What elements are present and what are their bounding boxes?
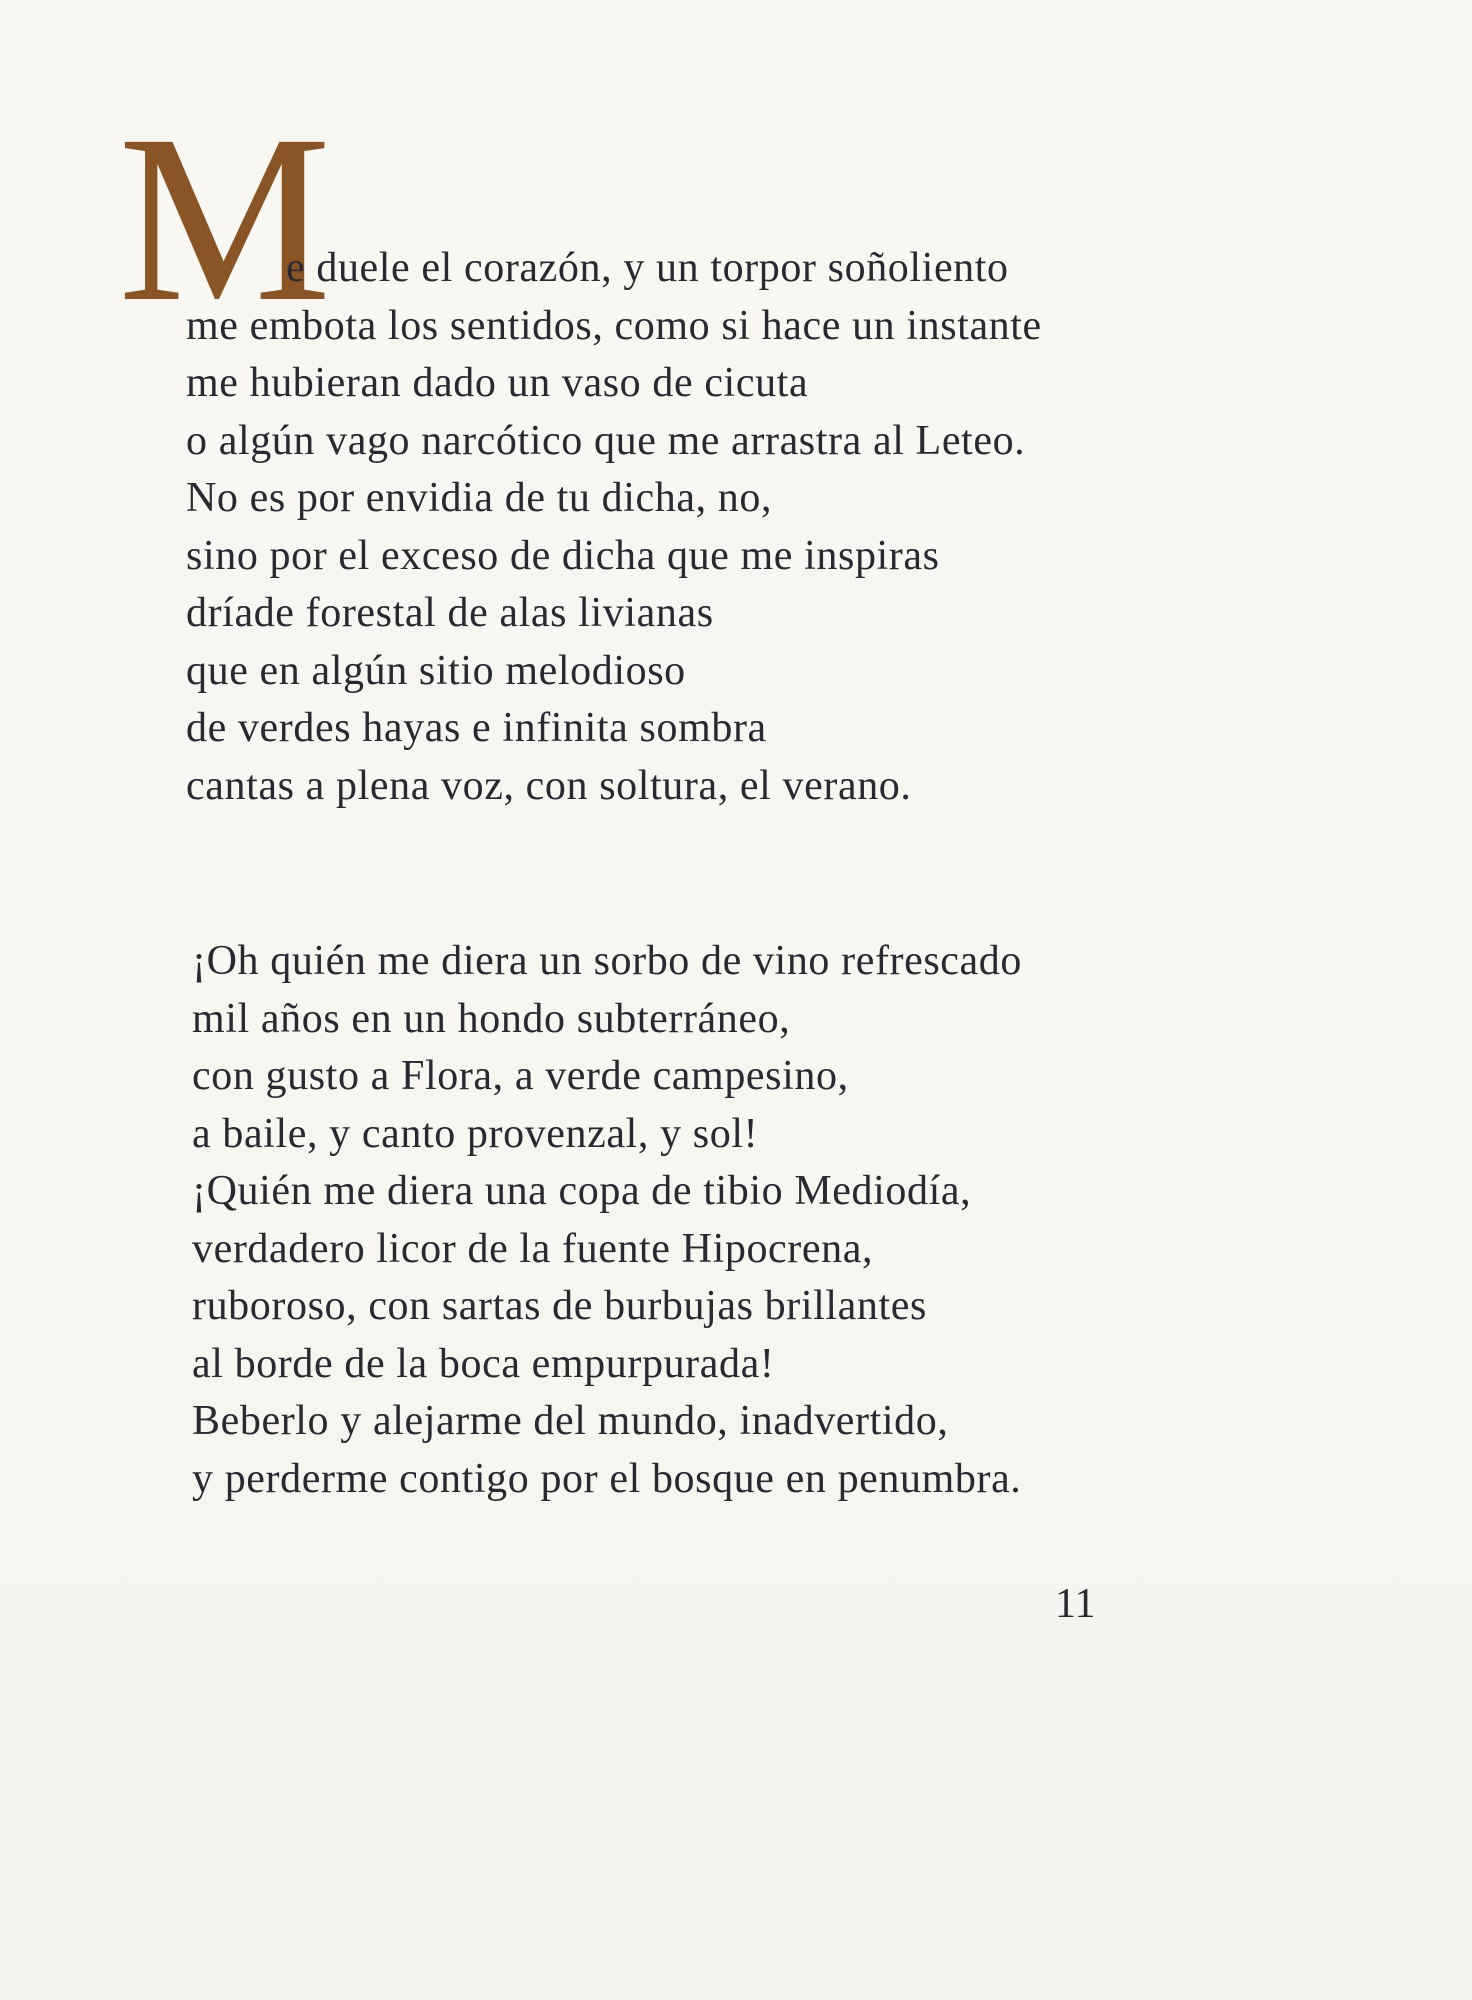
verse-line: de verdes hayas e infinita sombra [186,705,767,751]
verse-line: me hubieran dado un vaso de cicuta [186,360,809,406]
page-number: 11 [1055,1581,1096,1627]
verse-line: me embota los sentidos, como si hace un instante [186,302,1042,349]
stanza-1 [186,298,1042,816]
verse-line: y perderme contigo por el bosque en penumbra. [192,1455,1022,1502]
verse-line: que en algún sitio melodioso [186,647,686,694]
verse-line: o algún vago narcótico que me arrastra al Leteo. [186,417,1026,464]
stanza-2 [192,933,1022,1508]
verse-line: sino por el exceso de dicha que me inspiras [186,532,940,579]
verse-line: al borde de la boca empurpurada! [192,1340,775,1387]
verse-line: mil años en un hondo subterráneo, [192,995,791,1042]
verse-line: con gusto a Flora, a verde campesino, [192,1053,849,1099]
poem-first-line: e duele el corazón, y un torpor soñoliento [286,245,1009,291]
verse-line: ¡Quién me diera una copa de tibio Mediodía, [192,1168,972,1214]
verse-line: a baile, y canto provenzal, y sol! [192,1110,759,1157]
drop-cap-initial: M [118,85,332,351]
verse-line: ¡Oh quién me diera un sorbo de vino refrescado [192,938,1022,984]
verse-line: dríade forestal de alas livianas [186,590,714,636]
verse-line: No es por envidia de tu dicha, no, [186,475,773,521]
verse-line: Beberlo y alejarme del mundo, inadvertido, [192,1398,949,1444]
verse-line: verdadero licor de la fuente Hipocrena, [192,1225,874,1272]
verse-line: cantas a plena voz, con soltura, el verano. [186,762,912,809]
verse-line: ruboroso, con sartas de burbujas brillantes [192,1283,927,1329]
